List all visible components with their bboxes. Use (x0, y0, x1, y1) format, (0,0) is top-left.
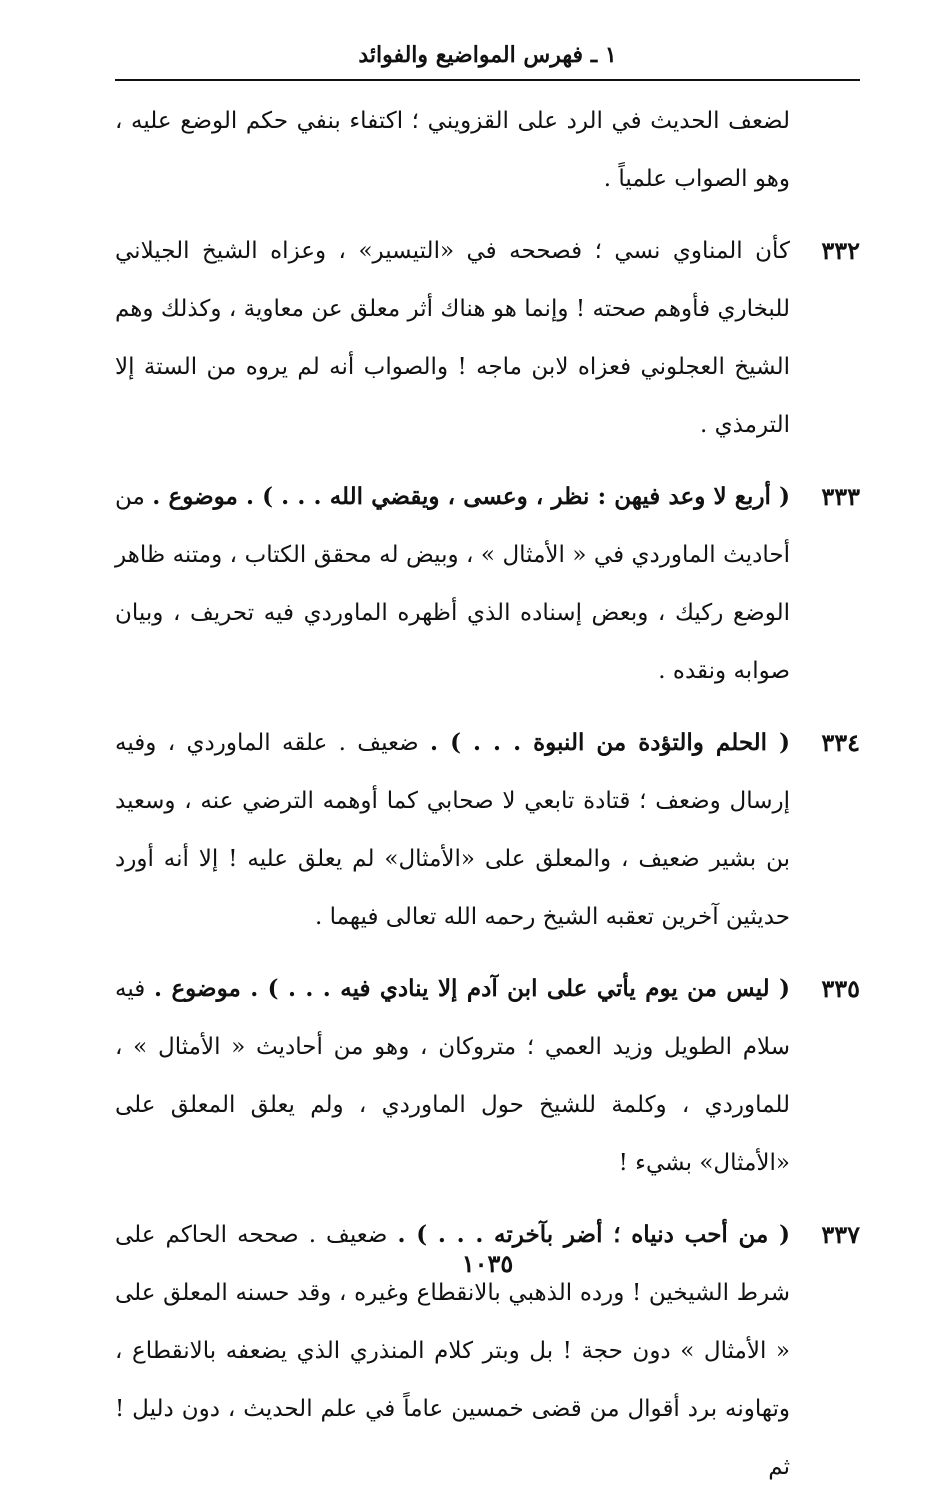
entry-body: كأن المناوي نسي ؛ فصححه في «التيسير» ، وعزاه الشيخ الجيلاني للبخاري فأوهم صحته ! وإنما هو هناك أثر معلق عن معاوية ، وكذلك وهم الشيخ العجلوني فعزاه لابن ماجه ! والصواب أنه لم يروه من الستة إلا الترمذي . (115, 238, 790, 438)
hadith-text: ( ليس من يوم يأتي على ابن آدم إلا ينادي فيه . . . ) . موضوع . (154, 975, 790, 1002)
hadith-text: ( الحلم والتؤدة من النبوة . . . ) . (430, 729, 790, 756)
index-entry-continuation (115, 92, 860, 208)
hadith-text: ( أربع لا وعد فيهن : نظر ، وعسى ، ويقضي الله . . . ) . موضوع . (152, 483, 790, 510)
header-rule (115, 79, 860, 81)
entry-number: ٣٣٥ (821, 974, 860, 1003)
entry-number: ٣٣٣ (821, 482, 860, 511)
entry-body: ضعيف . علقه الماوردي ، وفيه إرسال وضعف ؛ قتادة تابعي لا صحابي كما أوهمه الترضي عنه ، وسعيد بن بشير ضعيف ، والمعلق على «الأمثال» لم يعلق عليه ! إلا أنه أورد حديثين آخرين تعقبه الشيخ رحمه الله تعالى فيهما . (115, 730, 790, 930)
hadith-text: ( من أحب دنياه ؛ أضر بآخرته . . . ) . (397, 1221, 790, 1248)
entry-body: لضعف الحديث في الرد على القزويني ؛ اكتفاء بنفي حكم الوضع عليه ، وهو الصواب علمياً . (115, 108, 790, 192)
page-number: ١٠٣٥ (461, 1249, 514, 1278)
entry-text (115, 92, 790, 208)
running-header: ١ ـ فهرس المواضيع والفوائد (358, 42, 617, 68)
entry-number: ٣٣٤ (821, 728, 860, 757)
entry-text (115, 960, 790, 1192)
entry-text (115, 714, 790, 946)
entry-text (115, 222, 790, 454)
entry-body: فيه سلام الطويل وزيد العمي ؛ متروكان ، وهو من أحاديث « الأمثال » ، للماوردي ، وكلمة للشيخ حول الماوردي ، ولم يعلق المعلق على «الأمثال» بشيء ! (115, 976, 790, 1176)
entry-text (115, 468, 790, 700)
entry-body: ضعيف . صححه الحاكم على شرط الشيخين ! ورده الذهبي بالانقطاع وغيره ، وقد حسنه المعلق على « الأمثال » دون حجة ! بل وبتر كلام المنذري الذي يضعفه بالانقطاع ، وتهاونه برد أقوال من قضى خمسين عاماً في علم الحديث ، دون دليل ! ثم (115, 1222, 790, 1480)
index-entry (115, 222, 860, 454)
entry-body: من أحاديث الماوردي في « الأمثال » ، وبيض له محقق الكتاب ، ومتنه ظاهر الوضع ركيك ، وبعض إسناده الذي أظهره الماوردي فيه تحريف ، وبيان صوابه ونقده . (115, 484, 791, 684)
entry-number: ٣٣٢ (821, 236, 860, 265)
index-entry (115, 468, 860, 700)
index-body (115, 92, 860, 1496)
entry-number: ٣٣٧ (821, 1220, 860, 1249)
index-entry (115, 714, 860, 946)
index-entry (115, 960, 860, 1192)
